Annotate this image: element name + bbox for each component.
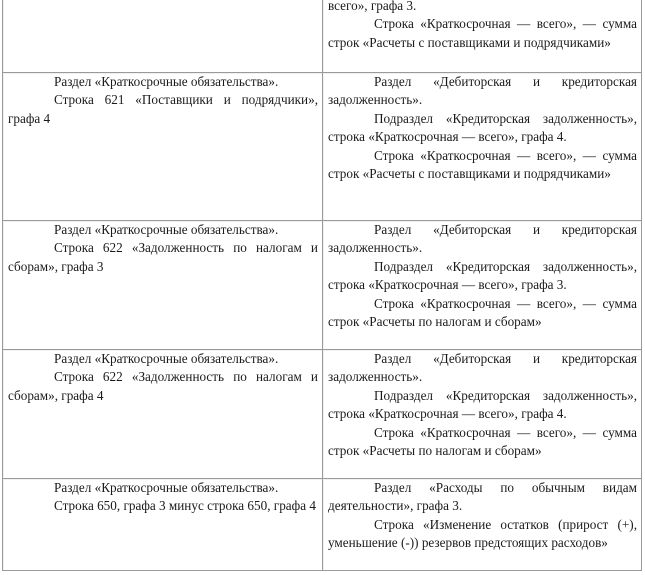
cell-paragraph: Строка 622 «Задолженность по налогам и сборам», графа 3 bbox=[8, 240, 318, 274]
table-row bbox=[3, 350, 642, 479]
cell-paragraph: Подраздел «Кредиторская задолженность», строка «Краткосрочная — всего», графа 4. bbox=[328, 110, 637, 145]
cell-paragraph: Строка 621 «Поставщики и подрядчики», графа 4 bbox=[8, 92, 318, 126]
cell-paragraph: Раздел «Краткосрочные обязательства». bbox=[54, 480, 279, 495]
cell-paragraph: Строка «Краткосрочная — всего», — сумма строк «Расчеты по налогам и сборам» bbox=[328, 295, 637, 330]
table-row bbox=[3, 479, 642, 571]
right-cell bbox=[323, 350, 642, 479]
cell-paragraph: Строка «Краткосрочная — всего», — сумма строк «Расчеты с поставщиками и подрядчиками» bbox=[328, 147, 637, 182]
cell-paragraph: Раздел «Краткосрочные обязательства». bbox=[54, 74, 279, 89]
left-cell bbox=[3, 73, 323, 221]
right-cell bbox=[323, 73, 642, 221]
right-cell bbox=[323, 221, 642, 350]
cell-paragraph: Раздел «Дебиторская и кредиторская задолженность». bbox=[328, 351, 637, 385]
cell-paragraph: Строка 650, графа 3 минус строка 650, графа 4 bbox=[54, 498, 316, 514]
right-cell bbox=[323, 479, 642, 571]
left-cell bbox=[3, 0, 323, 73]
table-row bbox=[3, 0, 642, 73]
cell-paragraph: Раздел «Дебиторская и кредиторская задолженность». bbox=[328, 74, 637, 108]
cell-paragraph: Подраздел «Кредиторская задолженность», строка «Краткосрочная — всего», графа 3. bbox=[328, 258, 637, 293]
table-row bbox=[3, 221, 642, 350]
cell-paragraph: Строка «Изменение остатков (прирост (+), уменьшение (-)) резервов предстоящих расходов» bbox=[328, 516, 637, 551]
table-row bbox=[3, 73, 642, 221]
cell-paragraph: всего», графа 3. bbox=[328, 0, 417, 13]
cell-paragraph: Строка 622 «Задолженность по налогам и сборам», графа 4 bbox=[8, 369, 318, 403]
cell-paragraph: Раздел «Краткосрочные обязательства». bbox=[54, 351, 279, 366]
left-cell bbox=[3, 221, 323, 350]
left-cell bbox=[3, 350, 323, 479]
cell-paragraph: Строка «Краткосрочная — всего», — сумма строк «Расчеты по налогам и сборам» bbox=[328, 424, 637, 459]
cell-paragraph: Раздел «Краткосрочные обязательства». bbox=[54, 222, 279, 237]
right-cell bbox=[323, 0, 642, 73]
correspondence-table bbox=[2, 0, 642, 571]
cell-paragraph: Раздел «Расходы по обычным видам деятельности», графа 3. bbox=[328, 480, 637, 514]
cell-paragraph: Подраздел «Кредиторская задолженность», строка «Краткосрочная — всего», графа 4. bbox=[328, 387, 637, 422]
cell-paragraph: Раздел «Дебиторская и кредиторская задолженность». bbox=[328, 222, 637, 256]
left-cell bbox=[3, 479, 323, 571]
cell-paragraph: Строка «Краткосрочная — всего», — сумма строк «Расчеты с поставщиками и подрядчиками» bbox=[328, 16, 637, 50]
